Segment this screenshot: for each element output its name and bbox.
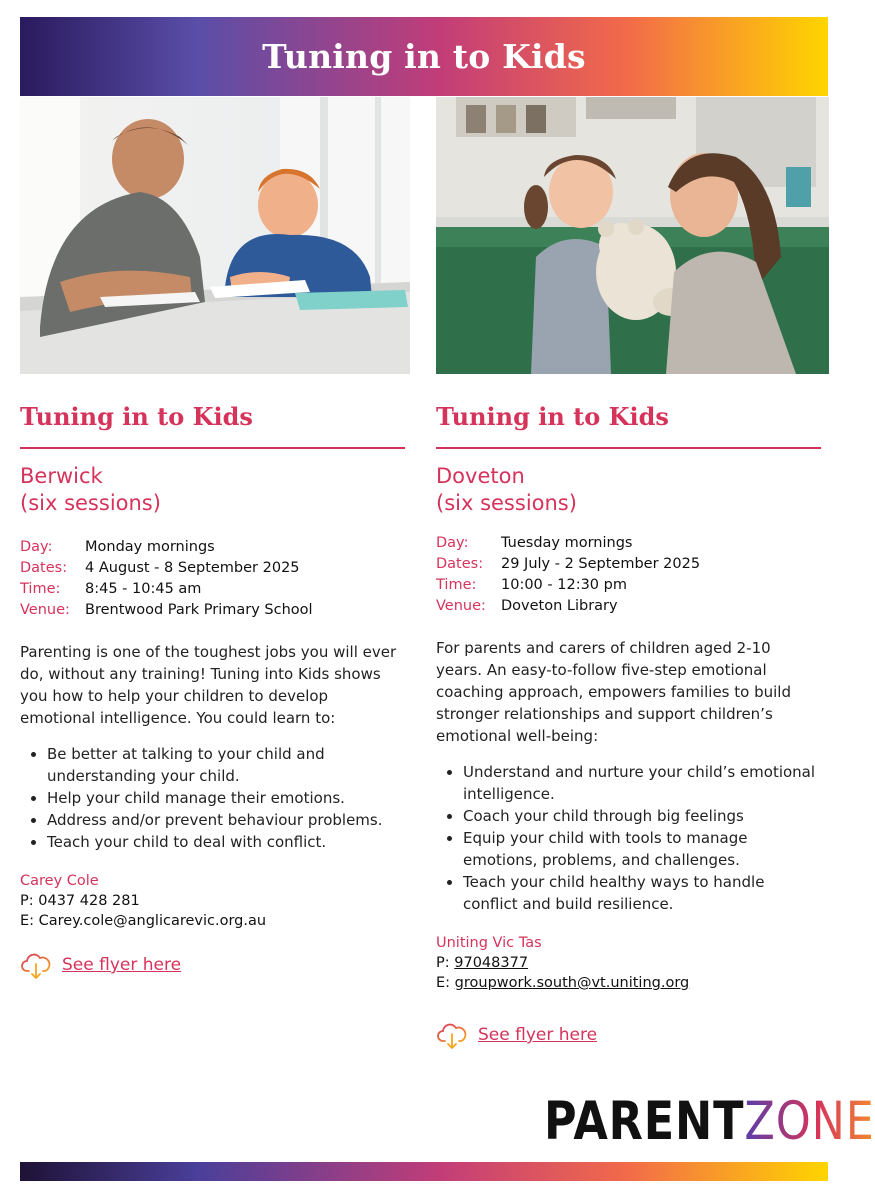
program-points bbox=[436, 761, 821, 915]
list-item: • Help your child manage their emotions. bbox=[47, 787, 405, 809]
detail-label: Dates: bbox=[20, 560, 68, 576]
detail-dates bbox=[436, 554, 821, 575]
see-flyer-link[interactable] bbox=[436, 1019, 821, 1051]
detail-time bbox=[436, 575, 821, 596]
contact-phone bbox=[20, 891, 405, 911]
contact-name: Carey Cole bbox=[20, 873, 99, 889]
program-details bbox=[20, 537, 405, 621]
logo-part-parent: PARENT bbox=[544, 1090, 745, 1152]
contact-name: Uniting Vic Tas bbox=[436, 935, 542, 951]
phone-link[interactable]: 97048377 bbox=[454, 955, 529, 971]
cloud-download-icon bbox=[20, 949, 52, 981]
detail-value: Brentwood Park Primary School bbox=[85, 602, 313, 618]
email-label: E: bbox=[20, 913, 35, 929]
session-count: (six sessions) bbox=[436, 491, 577, 515]
list-item: • Address and/or prevent behaviour problems. bbox=[47, 809, 405, 831]
list-item: • Coach your child through big feelings bbox=[463, 805, 821, 827]
detail-label: Venue: bbox=[20, 602, 70, 618]
program-location bbox=[436, 463, 821, 517]
session-count: (six sessions) bbox=[20, 491, 161, 515]
phone-value[interactable]: 0437 428 281 bbox=[38, 893, 140, 909]
detail-label: Venue: bbox=[436, 598, 486, 614]
program-description: For parents and carers of children aged 2-10 years. An easy-to-follow five-step emotional coaching approach, empowers families to build stronger relationships and support children’s emotional well-being: bbox=[436, 639, 791, 745]
list-item: • Teach your child to deal with conflict. bbox=[47, 831, 405, 853]
phone-label: P: bbox=[436, 955, 450, 971]
program-doveton bbox=[436, 400, 821, 1051]
program-contact bbox=[20, 871, 405, 931]
location-name: Doveton bbox=[436, 464, 525, 488]
detail-value: Monday mornings bbox=[85, 539, 215, 555]
detail-value: 4 August - 8 September 2025 bbox=[85, 560, 300, 576]
program-berwick bbox=[20, 400, 405, 981]
location-name: Berwick bbox=[20, 464, 103, 488]
list-item: • Equip your child with tools to manage emotions, problems, and challenges. bbox=[463, 827, 821, 871]
detail-value: 29 July - 2 September 2025 bbox=[501, 556, 701, 572]
email-label: E: bbox=[436, 975, 451, 991]
photo-father-son bbox=[20, 97, 410, 374]
list-item: • Teach your child healthy ways to handle conflict and build resilience. bbox=[463, 871, 821, 915]
program-contact bbox=[436, 933, 821, 993]
detail-label: Day: bbox=[20, 539, 53, 555]
list-item: • Be better at talking to your child and understanding your child. bbox=[47, 743, 405, 787]
email-value[interactable]: Carey.cole@anglicarevic.org.au bbox=[38, 913, 267, 929]
program-title: Tuning in to Kids bbox=[436, 400, 821, 449]
detail-value: 8:45 - 10:45 am bbox=[85, 581, 202, 597]
detail-value: Tuesday mornings bbox=[501, 535, 633, 551]
parentzone-logo bbox=[544, 1090, 875, 1152]
detail-day bbox=[436, 533, 821, 554]
contact-phone bbox=[436, 953, 821, 973]
header-banner bbox=[20, 17, 828, 96]
list-item: • Understand and nurture your child’s emotional intelligence. bbox=[463, 761, 821, 805]
email-link[interactable]: groupwork.south@vt.uniting.org bbox=[454, 975, 690, 991]
detail-label: Time: bbox=[436, 577, 477, 593]
page-title: Tuning in to Kids bbox=[262, 37, 586, 76]
detail-label: Day: bbox=[436, 535, 469, 551]
program-details bbox=[436, 533, 821, 617]
detail-label: Time: bbox=[20, 581, 61, 597]
cloud-download-icon bbox=[436, 1019, 468, 1051]
phone-label: P: bbox=[20, 893, 34, 909]
detail-value: 10:00 - 12:30 pm bbox=[501, 577, 627, 593]
photo-mother-daughter bbox=[436, 97, 829, 374]
logo-part-zone: ZONE bbox=[744, 1090, 875, 1152]
footer-gradient-bar bbox=[20, 1162, 828, 1181]
detail-time bbox=[20, 579, 405, 600]
detail-value: Doveton Library bbox=[501, 598, 618, 614]
detail-dates bbox=[20, 558, 405, 579]
contact-email bbox=[436, 973, 821, 993]
contact-email bbox=[20, 911, 405, 931]
detail-day bbox=[20, 537, 405, 558]
see-flyer-label[interactable]: See flyer here bbox=[478, 1025, 598, 1045]
see-flyer-label[interactable]: See flyer here bbox=[62, 955, 182, 975]
detail-venue bbox=[20, 600, 405, 621]
see-flyer-link[interactable] bbox=[20, 949, 405, 981]
program-points bbox=[20, 743, 405, 853]
detail-venue bbox=[436, 596, 821, 617]
program-description: Parenting is one of the toughest jobs you will ever do, without any training! Tuning into Kids shows you how to help your children to develop emotional intelligence. You could learn to: bbox=[20, 643, 397, 727]
detail-label: Dates: bbox=[436, 556, 484, 572]
program-title: Tuning in to Kids bbox=[20, 400, 405, 449]
program-location bbox=[20, 463, 405, 517]
